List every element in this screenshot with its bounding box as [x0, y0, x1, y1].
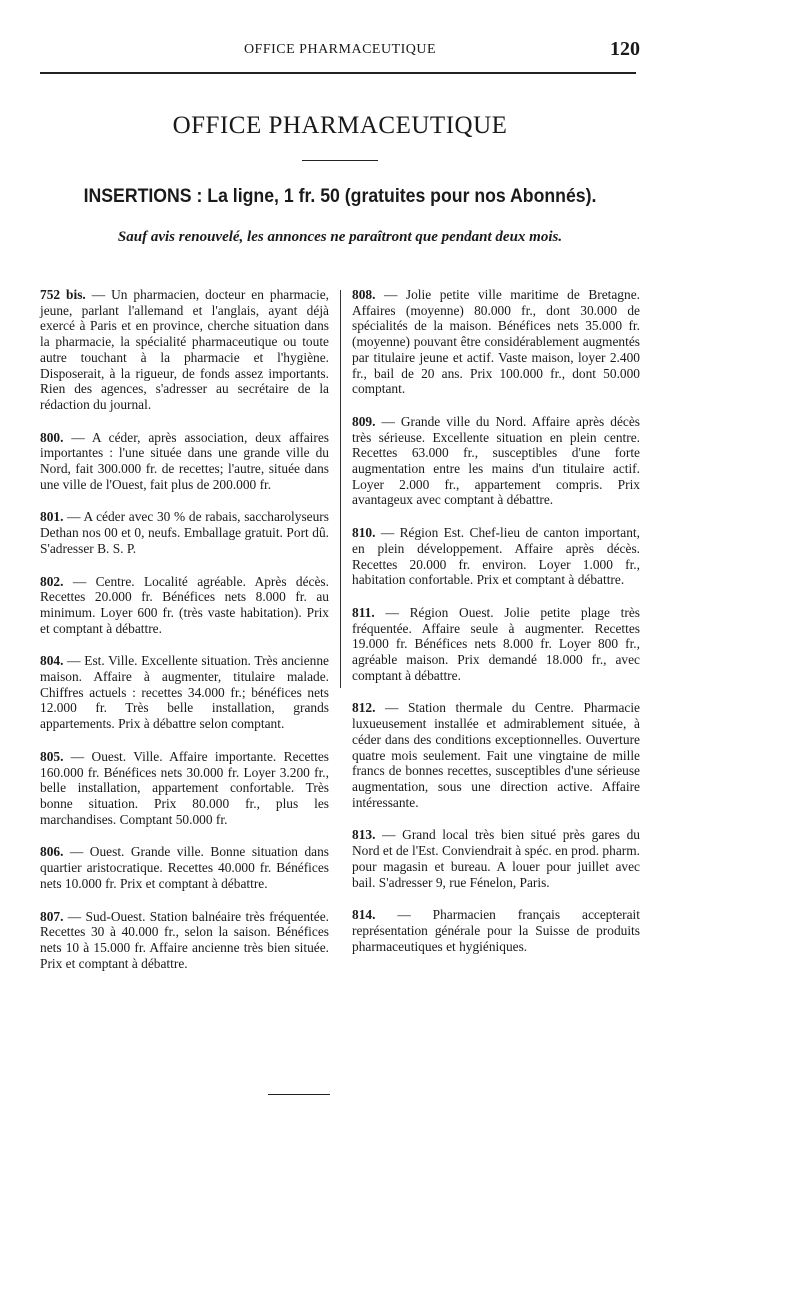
ad-number: 814. [352, 907, 376, 923]
ad-item [40, 574, 329, 637]
ad-item [352, 414, 640, 508]
ad-number: 806. [40, 844, 64, 860]
ad-text: — Pharmacien français accepterait représentation générale pour la Suisse de produits pharmaceutiques et hygiéniques. [352, 907, 640, 954]
ad-item [40, 909, 329, 972]
ad-item [352, 700, 640, 810]
ad-text: — Grand local très bien situé près gares du Nord et de l'Est. Conviendrait à spéc. en prod. pharm. pour magasin et bureau. A louer pour juillet avec bail. S'adresser 9, rue Fénelon, Paris. [352, 827, 640, 890]
ad-number: 804. [40, 653, 64, 669]
page-title: OFFICE PHARMACEUTIQUE [172, 112, 508, 139]
ad-number: 809. [352, 413, 376, 429]
ad-number: 805. [40, 748, 64, 764]
ad-text: — Est. Ville. Excellente situation. Très ancienne maison. Affaire à augmenter, titulaire malade. Chiffres actuels : recettes 34.000 fr.; bénéfices nets 12.000 fr. Très belle installation, grands appartements. Prix à débattre selon comptant. [40, 653, 329, 732]
ad-number: 800. [40, 429, 64, 445]
ad-text: — Ouest. Grande ville. Bonne situation dans quartier aristocratique. Recettes 40.000 fr. Bénéfices nets 10.000 fr. Prix et comptant à débattre. [40, 844, 329, 891]
ad-item [40, 749, 329, 828]
ad-number: 813. [352, 827, 376, 843]
ad-text: — Région Est. Chef-lieu de canton important, en plein développement. Affaire après décès. Recettes 20.000 fr. environ. Loyer 1.000 fr., habitation confortable. Prix et comptant à débattre. [352, 525, 640, 588]
ad-item [40, 509, 329, 556]
ad-number: 807. [40, 908, 64, 924]
ad-number: 811. [352, 604, 375, 620]
notice-text: Sauf avis renouvelé, les annonces ne paraîtront que pendant deux mois. [117, 229, 563, 245]
ad-item [40, 287, 329, 413]
ad-number: 808. [352, 287, 376, 302]
ad-number: 752 bis. [40, 287, 86, 302]
ad-number: 801. [40, 509, 64, 525]
ad-text: — A céder, après association, deux affaires importantes : l'une située dans une grande ville du Nord, fait 300.000 fr. de recettes; l'autre, située dans une ville de l'Ouest, fait plus de 200.000 fr. [40, 429, 329, 492]
ad-text: — A céder avec 30 % de rabais, saccharolyseurs Dethan nos 00 et 0, neufs. Emballage gratuit. Port dû. S'adresser B. S. P. [40, 509, 329, 556]
running-head [40, 38, 640, 66]
ad-item [352, 605, 640, 684]
ad-number: 802. [40, 573, 64, 589]
column-divider [340, 290, 341, 688]
running-title: OFFICE PHARMACEUTIQUE [243, 42, 437, 57]
ads-column-right [352, 287, 640, 971]
ad-text: — Centre. Localité agréable. Après décès. Recettes 20.000 fr. Bénéfices nets 8.000 fr. au minimum. Loyer 600 fr. (très vaste habitation). Prix et comptant à débattre. [40, 573, 329, 636]
ads-column-left [40, 287, 329, 988]
ad-number: 812. [352, 700, 376, 716]
ad-item [352, 525, 640, 588]
ad-text: — Grande ville du Nord. Affaire après décès très sérieuse. Excellente situation en plein centre. Recettes 63.000 fr., susceptibles d'une forte augmentation entre les mains d'un titulaire actif. Loyer 2.000 fr., appartement compris. Prix avantageux avec comptant à débattre. [352, 413, 640, 508]
ad-text: — Station thermale du Centre. Pharmacie luxueusement installée et admirablement située, à céder dans des conditions exceptionnelles. Ouverture quatre mois seulement. Fait une vingtaine de mille francs de bonnes recettes, susceptibles d'une sérieuse augmentation, sous une direction active. Affaire intéressante. [352, 700, 640, 810]
ad-item [352, 907, 640, 954]
ad-item [352, 287, 640, 397]
ad-number: 810. [352, 525, 376, 541]
ad-item [40, 844, 329, 891]
ad-item [40, 430, 329, 493]
page-number: 120 [610, 38, 640, 60]
ad-text: — Région Ouest. Jolie petite plage très fréquentée. Affaire seule à augmenter. Recettes 19.000 fr. Bénéfices nets 8.000 fr. Loyer 800 fr., agréable maison. Prix demandé 18.000 fr., avec comptant à débattre. [352, 604, 640, 683]
ad-text: — Un pharmacien, docteur en pharmacie, jeune, parlant l'allemand et l'anglais, ayant déjà exercé à Paris et en province, cherche situation dans la pharmacie, la spécialité pharmaceutique ou toute autre touchant à la pharmacie et l'hygiène. Disposerait, à la rigueur, de fonds assez importants. Rien des agences, s'adresser au secrétaire de la rédaction du journal. [40, 287, 329, 412]
ad-text: — Sud-Ouest. Station balnéaire très fréquentée. Recettes 30 à 40.000 fr., selon la saison. Bénéfices nets 10 à 15.000 fr. Affaire ancienne très bien située. Prix et comptant à débattre. [40, 908, 329, 971]
end-rule [268, 1094, 330, 1095]
ad-text: — Ouest. Ville. Affaire importante. Recettes 160.000 fr. Bénéfices nets 30.000 fr. Loyer 3.200 fr., belle installation, appartement confortable. Très bonne situation. Prix 80.000 fr., plus les marchandises. Comptant 50.000 fr. [40, 748, 329, 827]
ad-item [352, 827, 640, 890]
header-rule [40, 72, 636, 74]
ad-item [40, 653, 329, 732]
title-rule [302, 160, 378, 161]
insertions-rate: INSERTIONS : La ligne, 1 fr. 50 (gratuites pour nos Abonnés). [83, 186, 597, 207]
ad-text: — Jolie petite ville maritime de Bretagne. Affaires (moyenne) 80.000 fr., dont 30.000 de spécialités de la maison. Bénéfices nets 35.000 fr. (moyenne) pouvant être considérablement augmentés par titulaire jeune et actif. Vaste maison, loyer 2.400 fr., bail de 20 ans. Prix 100.000 fr., dont 50.000 comptant. [352, 287, 640, 397]
